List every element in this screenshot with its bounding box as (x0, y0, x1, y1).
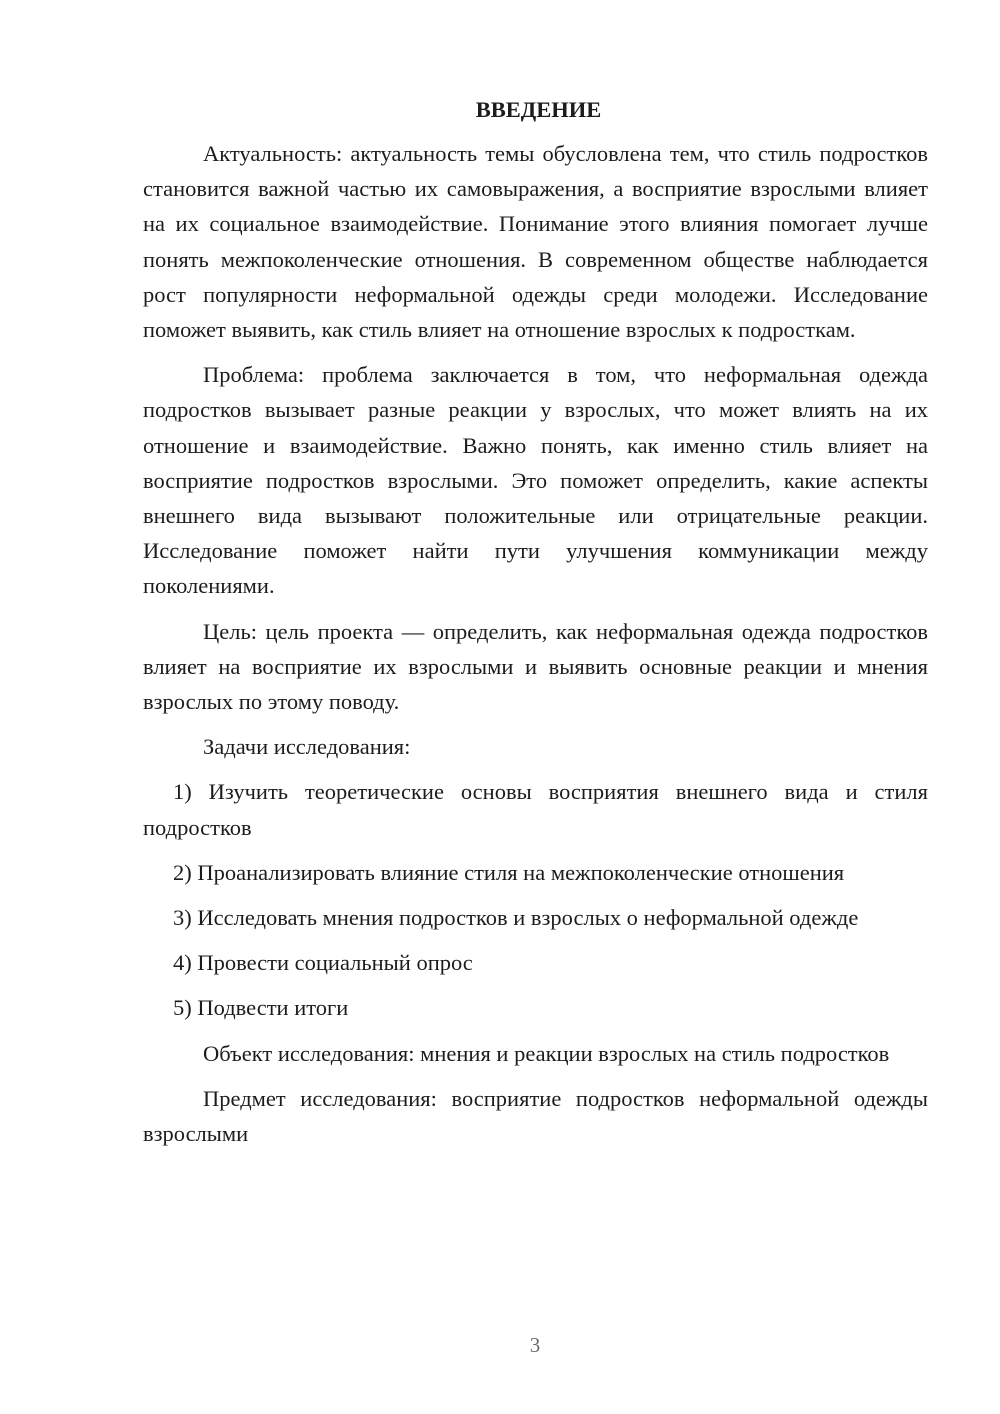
list-item: 5) Подвести итоги (173, 995, 349, 1021)
paragraph-object: Объект исследования: мнения и реакции взрослых на стиль подростков (203, 1040, 890, 1066)
paragraph-subject: Предмет исследования: восприятие подростков неформальной одежды взрослыми (143, 1085, 928, 1147)
list-item: 4) Провести социальный опрос (173, 950, 473, 976)
document-page (143, 92, 928, 1151)
paragraph-problem: Проблема: проблема заключается в том, что неформальная одежда подростков вызывает разные реакции у взрослых, что может влиять на их отношение и взаимодействие. Важно понять, как именно стиль влияет на восприятие подростков взрослыми. Это поможет определить, какие аспекты внешнего вида вызывают положительные или отрицательные реакции. Исследование поможет найти пути улучшения коммуникации между поколениями. (143, 362, 928, 599)
page-title: ВВЕДЕНИЕ (475, 97, 602, 122)
paragraph-goal: Цель: цель проекта — определить, как неформальная одежда подростков влияет на восприятие их взрослыми и выявить основные реакции и мнения взрослых по этому поводу. (143, 618, 928, 715)
tasks-title: Задачи исследования: (203, 734, 411, 760)
list-item: 1) Изучить теоретические основы восприятия внешнего вида и стиля подростков (143, 779, 928, 840)
list-item: 2) Проанализировать влияние стиля на межпоколенческие отношения (173, 859, 845, 885)
page-number: 3 (529, 1333, 541, 1357)
list-item: 3) Исследовать мнения подростков и взрослых о неформальной одежде (173, 905, 859, 931)
paragraph-relevance: Актуальность: актуальность темы обусловлена тем, что стиль подростков становится важной частью их самовыражения, а восприятие взрослыми влияет на их социальное взаимодействие. Понимание этого влияния помогает лучше понять межпоколенческие отношения. В современном обществе наблюдается рост популярности неформальной одежды среди молодежи. Исследование поможет выявить, как стиль влияет на отношение взрослых к подросткам. (143, 141, 928, 343)
